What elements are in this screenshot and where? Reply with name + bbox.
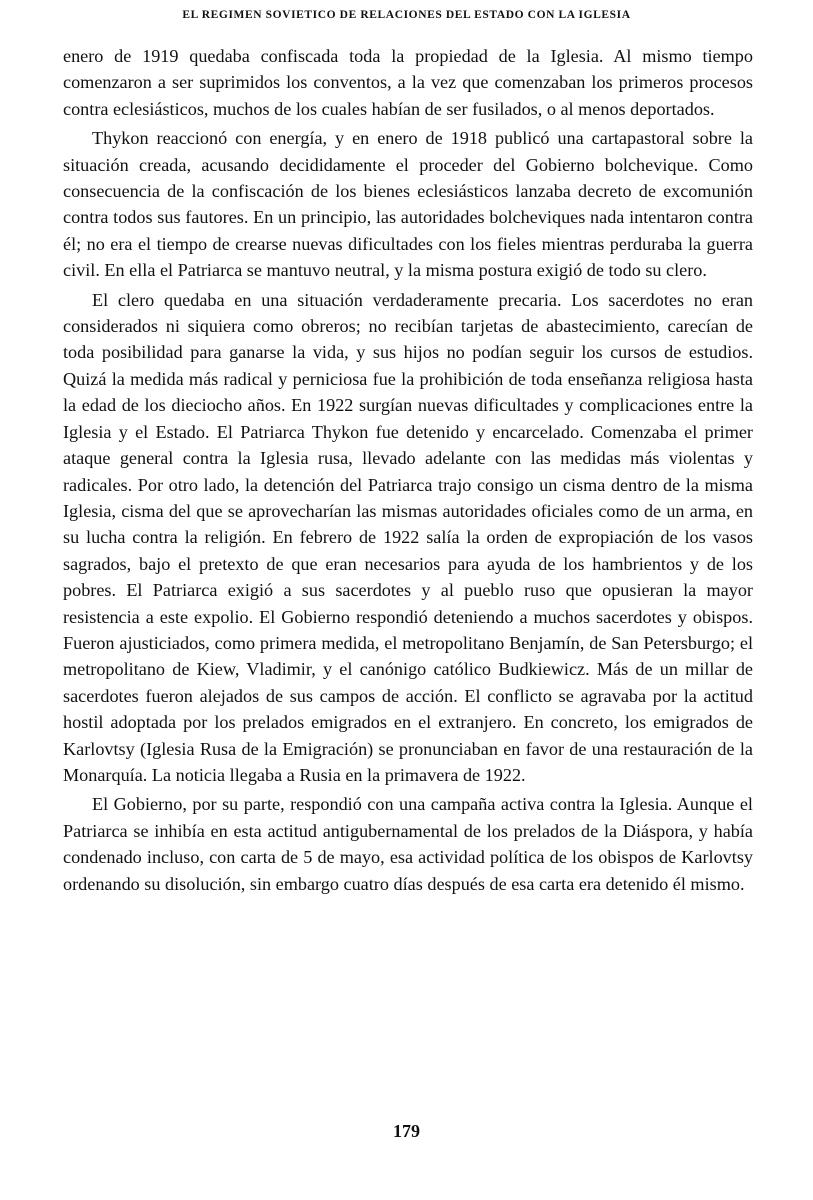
- paragraph-2: Thykon reaccionó con energía, y en enero de 1918 publicó una cartapastoral sobre la situación creada, acusando decididamente el proceder del Gobierno bolchevique. Como consecuencia de la confiscación de los bienes eclesiásticos lanzaba decreto de excomunión contra todos sus fautores. En un principio, las autoridades bolcheviques nada intentaron contra él; no era el tiempo de crearse nuevas dificultades con los fieles mientras perduraba la guerra civil. En ella el Patriarca se mantuvo neutral, y la misma postura exigió de todo su clero.: [63, 128, 753, 281]
- body-text: [63, 43, 753, 900]
- paragraph-1: enero de 1919 quedaba confiscada toda la propiedad de la Iglesia. Al mismo tiempo comenzaron a ser suprimidos los conventos, a la vez que comenzaban los primeros procesos contra eclesiásticos, muchos de los cuales habían de ser fusilados, o al menos deportados.: [63, 46, 753, 119]
- running-head: EL REGIMEN SOVIETICO DE RELACIONES DEL ESTADO CON LA IGLESIA: [182, 9, 631, 21]
- paragraph-4: El Gobierno, por su parte, respondió con una campaña activa contra la Iglesia. Aunque el Patriarca se inhibía en esta actitud antigubernamental de los prelados de la Diáspora, y había condenado incluso, con carta de 5 de mayo, esa actividad política de los obispos de Karlovtsy ordenando su disolución, sin embargo cuatro días después de esa carta era detenido él mismo.: [63, 794, 753, 894]
- page-number: 179: [393, 1121, 420, 1141]
- paragraph-3: El clero quedaba en una situación verdaderamente precaria. Los sacerdotes no eran considerados ni siquiera como obreros; no recibían tarjetas de abastecimiento, carecían de toda posibilidad para ganarse la vida, y sus hijos no podían seguir los cursos de estudios. Quizá la medida más radical y perniciosa fue la prohibición de toda enseñanza religiosa hasta la edad de los dieciocho años. En 1922 surgían nuevas dificultades y complicaciones entre la Iglesia y el Estado. El Patriarca Thykon fue detenido y encarcelado. Comenzaba el primer ataque general contra la Iglesia rusa, llevado adelante con las medidas más violentas y radicales. Por otro lado, la detención del Patriarca trajo consigo un cisma dentro de la misma Iglesia, cisma del que se aprovecharían las mismas autoridades oficiales como de un arma, en su lucha contra la religión. En febrero de 1922 salía la orden de expropiación de los vasos sagrados, bajo el pretexto de que eran necesarios para ayuda de los hambrientos y de los pobres. El Patriarca exigió a sus sacerdotes y al pueblo ruso que opusieran la mayor resistencia a este expolio. El Gobierno respondió deteniendo a muchos sacerdotes y obispos. Fueron ajusticiados, como primera medida, el metropolitano Benjamín, de San Petersburgo; el metropolitano de Kiew, Vladimir, y el canónigo católico Budkiewicz. Más de un millar de sacerdotes fueron alejados de sus campos de acción. El conflicto se agravaba por la actitud hostil adoptada por los prelados emigrados en el extranjero. En concreto, los emigrados de Karlovtsy (Iglesia Rusa de la Emigración) se pronunciaban en favor de una restauración de la Monarquía. La noticia llegaba a Rusia en la primavera de 1922.: [63, 289, 753, 785]
